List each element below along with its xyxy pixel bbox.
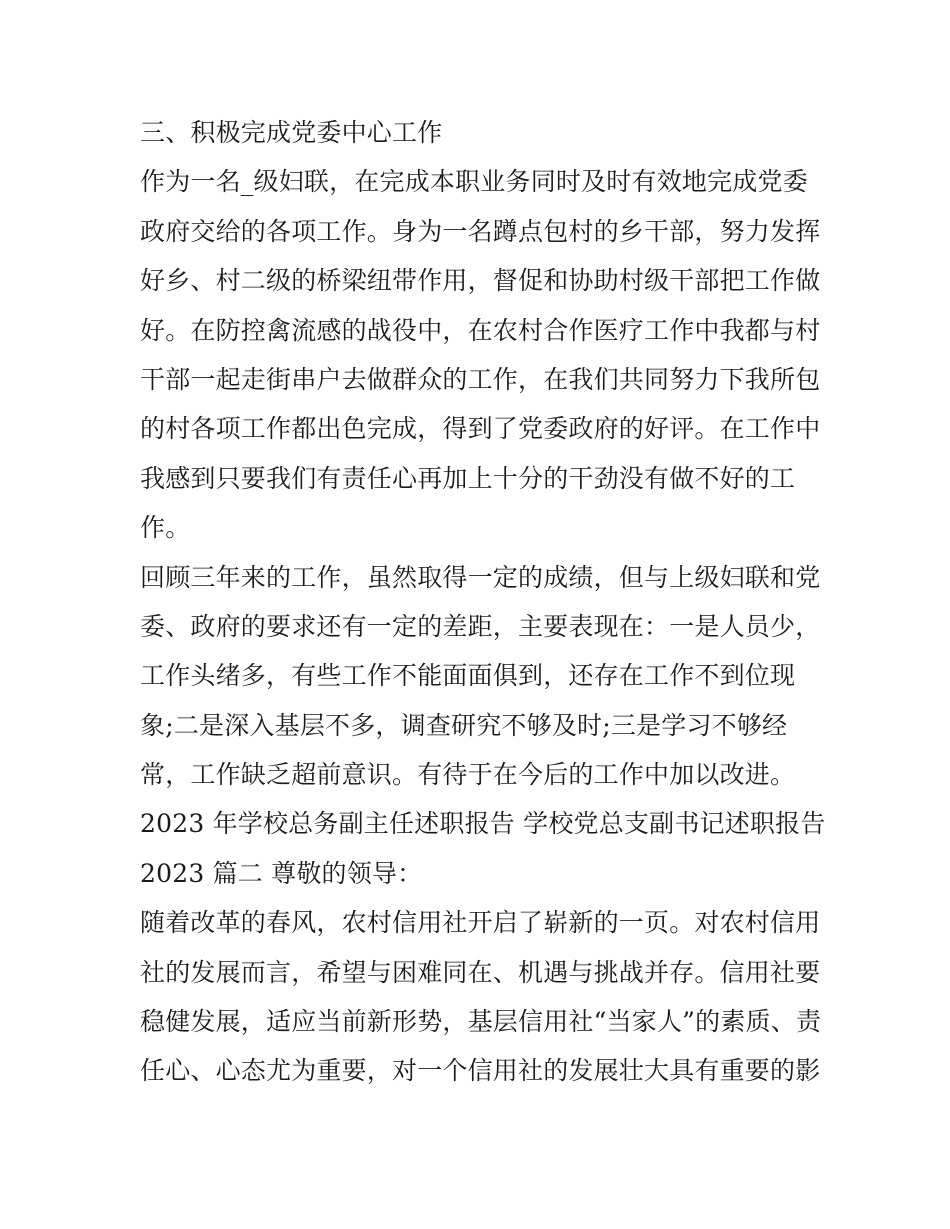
text-line: 象;二是深入基层不多，调查研究不够及时;三是学习不够经 — [140, 710, 788, 740]
report-title-line: 2023 篇二 尊敬的领导： — [140, 858, 423, 888]
text-line: 干部一起走街串户去做群众的工作，在我们共同努力下我所包 — [140, 364, 821, 394]
text-line: 常，工作缺乏超前意识。有待于在今后的工作中加以改进。 — [140, 760, 796, 790]
text-line: 任心、心态尤为重要，对一个信用社的发展壮大具有重要的影 — [140, 1056, 821, 1086]
text-line: 好。在防控禽流感的战役中，在农村合作医疗工作中我都与村 — [140, 315, 821, 345]
text-line: 工作头绪多，有些工作不能面面俱到，还存在工作不到位现 — [140, 661, 796, 691]
text-line: 回顾三年来的工作，虽然取得一定的成绩，但与上级妇联和党 — [140, 562, 821, 592]
text-line: 政府交给的各项工作。身为一名蹲点包村的乡干部，努力发挥 — [140, 216, 821, 246]
text-line: 好乡、村二级的桥梁纽带作用，督促和协助村级干部把工作做 — [140, 266, 821, 296]
text-line: 社的发展而言，希望与困难同在、机遇与挑战并存。信用社要 — [140, 957, 821, 987]
text-line: 稳健发展，适应当前新形势，基层信用社“当家人”的素质、责 — [140, 1007, 822, 1037]
text-line: 随着改革的春风，农村信用社开启了崭新的一页。对农村信用 — [140, 908, 821, 938]
document-body — [140, 108, 826, 1096]
text-line: 我感到只要我们有责任心再加上十分的干劲没有做不好的工 — [140, 463, 796, 493]
text-line: 的村各项工作都出色完成，得到了党委政府的好评。在工作中 — [140, 414, 821, 444]
text-line: 作。 — [140, 513, 191, 543]
text-line: 委、政府的要求还有一定的差距，主要表现在：一是人员少， — [140, 611, 821, 641]
text-line: 作为一名_级妇联，在完成本职业务同时及时有效地完成党委 — [140, 167, 808, 197]
section-heading: 三、积极完成党委中心工作 — [140, 118, 443, 147]
report-title-line: 2023 年学校总务副主任述职报告 学校党总支副书记述职报告 — [140, 809, 826, 839]
